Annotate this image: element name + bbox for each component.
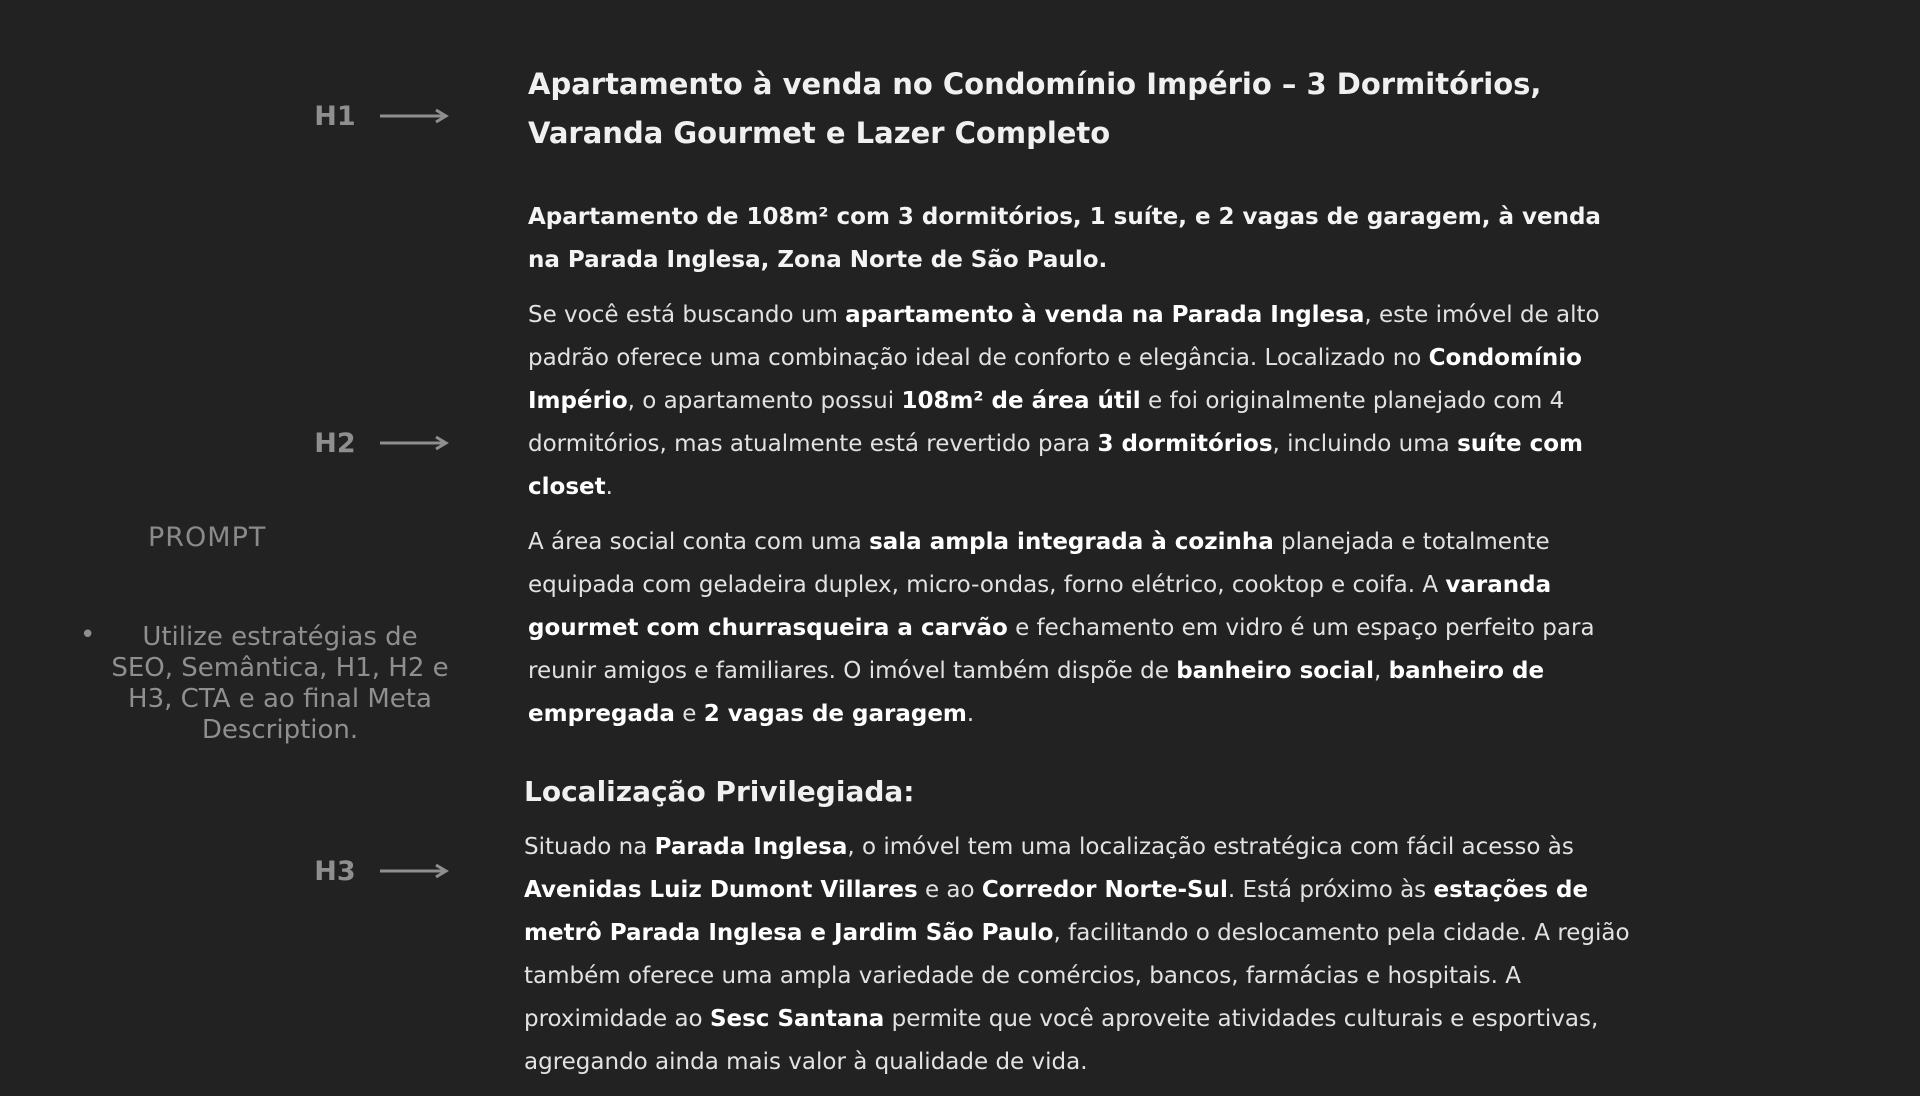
bold-run: 108m² de área útil: [901, 388, 1141, 414]
text-run: e foi originalmente planejado com 4 dormitórios, mas atualmente está revertido para: [528, 388, 1565, 457]
bold-run: Avenidas Luiz Dumont Villares: [524, 877, 918, 903]
text-run: permite que você aproveite atividades culturais e esportivas, agregando ainda mais valor à qualidade de vida.: [524, 1006, 1599, 1075]
section-title-location: Localização Privilegiada:: [524, 775, 915, 808]
h2-marker-label: H2: [314, 427, 356, 459]
prompt-bullet-text: Utilize estratégias de SEO, Semântica, H1, H2 e H3, CTA e ao final Meta Description.: [111, 622, 449, 745]
prompt-list: [70, 622, 450, 746]
article-lead: Apartamento de 108m² com 3 dormitórios, 1 suíte, e 2 vagas de garagem, à venda na Parada Inglesa, Zona Norte de São Paulo.: [528, 204, 1601, 273]
text-run: e fechamento em vidro é um espaço perfeito para reunir amigos e familiares. O imóvel também dispõe de: [528, 615, 1595, 684]
text-run: , o imóvel tem uma localização estratégica com fácil acesso às: [847, 834, 1574, 860]
text-run: ,: [1373, 658, 1389, 684]
h3-marker: [300, 851, 450, 891]
article-title: Apartamento à venda no Condomínio Império – 3 Dormitórios, Varanda Gourmet e Lazer Completo: [528, 67, 1542, 150]
bold-run: banheiro de empregada: [528, 658, 1545, 727]
text-run: , facilitando o deslocamento pela cidade. A região também oferece uma ampla variedade de comércios, bancos, farmácias e hospitais. A proximidade ao: [524, 920, 1630, 1032]
bold-run: Sesc Santana: [709, 1006, 885, 1032]
paragraph-social-area: [528, 521, 1638, 736]
h2-marker: [300, 423, 450, 463]
text-run: Se você está buscando um: [528, 302, 846, 328]
paragraph-description: [528, 294, 1638, 509]
paragraph-location: [524, 826, 1638, 1084]
bold-run: suíte com closet: [528, 431, 1584, 500]
arrow-right-icon: [378, 435, 450, 451]
bold-run: 3 dormitórios: [1097, 431, 1273, 457]
text-run: e ao: [917, 877, 982, 903]
bold-run: sala ampla integrada à cozinha: [869, 529, 1274, 555]
text-run: , este imóvel de alto padrão oferece uma combinação ideal de conforto e elegância. Localizado no: [528, 302, 1600, 371]
text-run: . Está próximo às: [1227, 877, 1434, 903]
prompt-bullet-item: [70, 622, 450, 746]
bold-run: 2 vagas de garagem: [703, 701, 967, 727]
text-run: , o apartamento possui: [627, 388, 902, 414]
text-run: Situado na: [524, 834, 655, 860]
bold-run: varanda gourmet com churrasqueira a carvão: [528, 572, 1552, 641]
bold-run: banheiro social: [1176, 658, 1374, 684]
h1-marker-label: H1: [314, 100, 356, 132]
text-run: A área social conta com uma: [528, 529, 870, 555]
bold-run: Corredor Norte-Sul: [981, 877, 1228, 903]
bold-run: Parada Inglesa: [654, 834, 848, 860]
text-run: planejada e totalmente equipada com geladeira duplex, micro-ondas, forno elétrico, cooktop e coifa. A: [528, 529, 1550, 598]
text-run: .: [966, 701, 975, 727]
h1-marker: [300, 96, 450, 136]
bold-run: apartamento à venda na Parada Inglesa: [845, 302, 1365, 328]
text-run: e: [674, 701, 704, 727]
text-run: .: [605, 474, 613, 500]
bold-run: Condomínio Império: [528, 345, 1582, 414]
arrow-right-icon: [378, 108, 450, 124]
bold-run: estações de metrô Parada Inglesa e Jardim São Paulo: [524, 877, 1589, 946]
bullet-icon: •: [80, 620, 96, 650]
text-run: , incluindo uma: [1272, 431, 1458, 457]
article-content: [524, 60, 1638, 1096]
arrow-right-icon: [378, 863, 450, 879]
h3-marker-label: H3: [314, 855, 356, 887]
prompt-title: PROMPT: [148, 522, 267, 553]
